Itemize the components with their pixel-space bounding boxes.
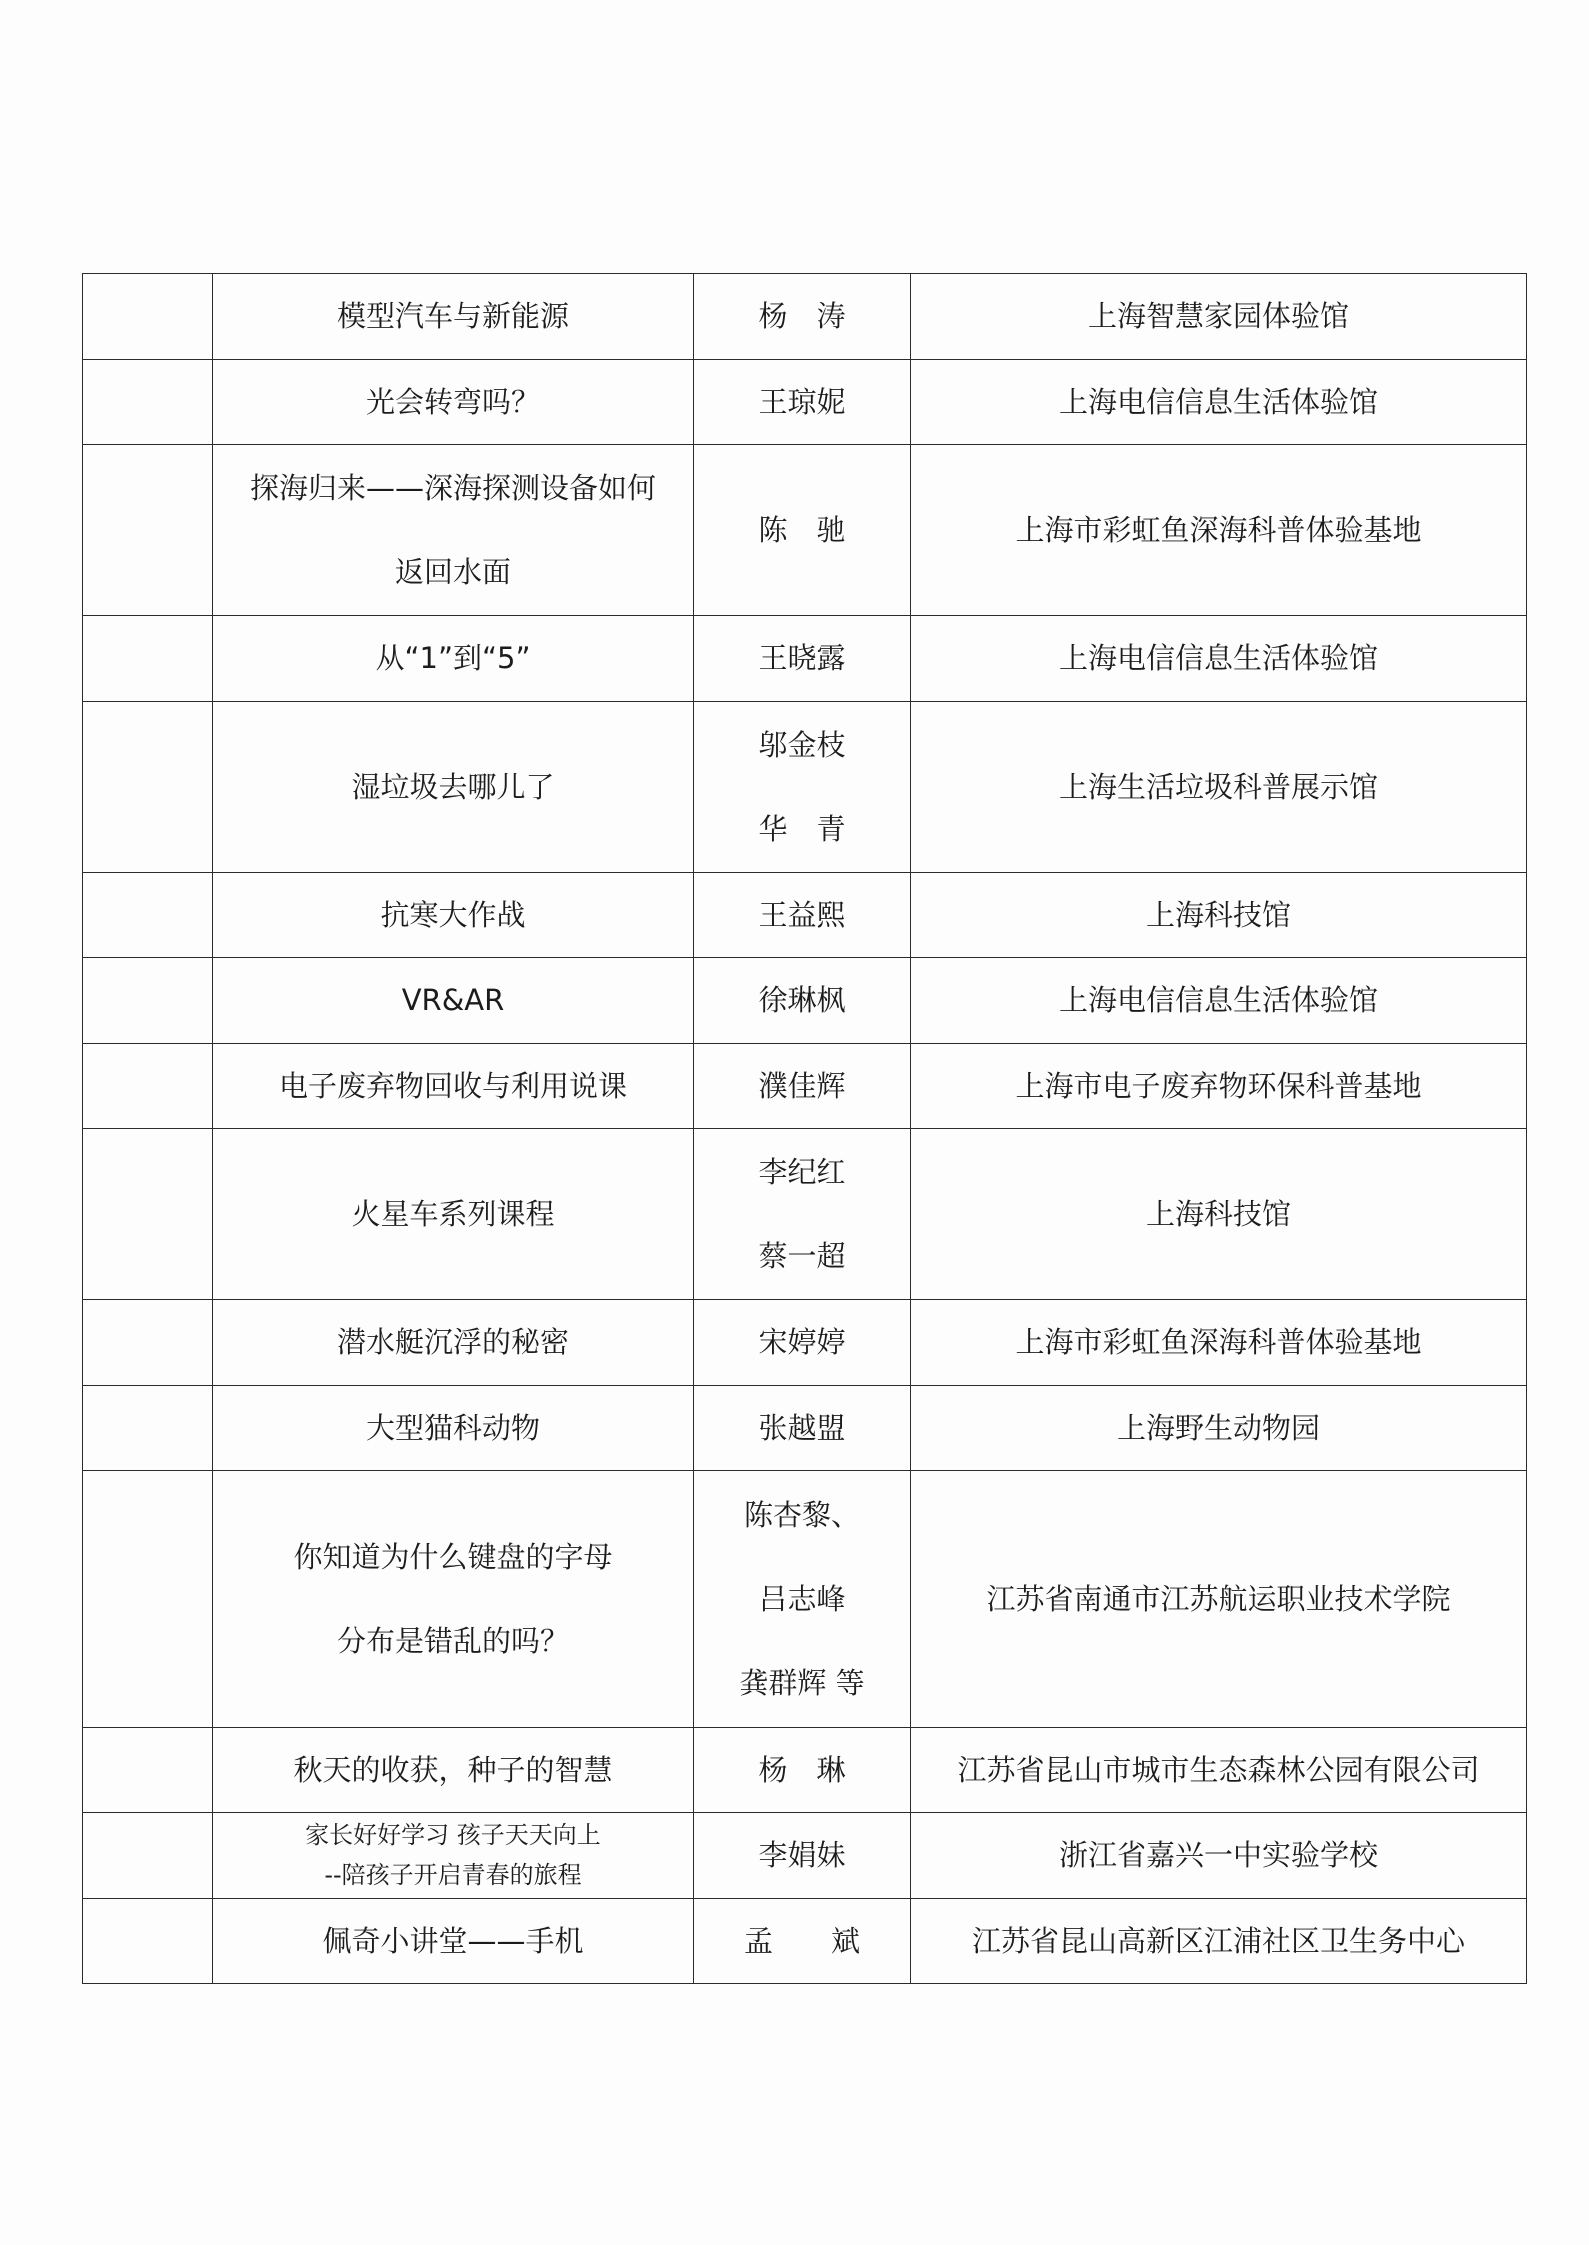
row-index-cell xyxy=(83,1043,213,1129)
organization xyxy=(911,445,1527,616)
organization-line: 上海市彩虹鱼深海科普体验基地 xyxy=(1015,513,1422,547)
table-row xyxy=(83,1727,1527,1813)
course-title-line: 秋天的收获，种子的智慧 xyxy=(293,1752,613,1787)
course-title-line: 光会转弯吗？ xyxy=(365,384,540,419)
course-title-line: --陪孩子开启青春的旅程 xyxy=(324,1861,582,1890)
table-row xyxy=(83,872,1527,958)
author-name xyxy=(694,445,911,616)
author-line: 龚群辉 等 xyxy=(739,1665,865,1700)
author-name xyxy=(694,1471,911,1728)
organization-line: 上海电信信息生活体验馆 xyxy=(1058,641,1378,676)
author-name xyxy=(694,701,911,872)
author-line: 陈杏黎、 xyxy=(743,1497,860,1532)
course-title xyxy=(213,701,694,872)
organization xyxy=(911,359,1527,445)
row-index-cell xyxy=(83,616,213,702)
course-title-line: 模型汽车与新能源 xyxy=(336,299,569,334)
course-title xyxy=(213,1813,694,1899)
author-line: 濮佳辉 xyxy=(758,1068,846,1103)
author-name xyxy=(694,1898,911,1984)
author-line: 王晓露 xyxy=(758,641,846,676)
author-name xyxy=(694,1300,911,1386)
author-line: 李纪红 xyxy=(758,1155,846,1189)
organization xyxy=(911,1813,1527,1899)
organization xyxy=(911,958,1527,1044)
course-title xyxy=(213,1471,694,1728)
organization xyxy=(911,274,1527,360)
author-name xyxy=(694,1813,911,1899)
course-title xyxy=(213,958,694,1044)
organization-line: 上海市电子废弃物环保科普基地 xyxy=(1015,1068,1422,1103)
row-index-cell xyxy=(83,1300,213,1386)
row-index-cell xyxy=(83,1898,213,1984)
organization xyxy=(911,701,1527,872)
course-table xyxy=(82,273,1527,1984)
organization xyxy=(911,1385,1527,1471)
organization-line: 江苏省昆山市城市生态森林公园有限公司 xyxy=(957,1752,1480,1787)
course-title xyxy=(213,1043,694,1129)
row-index-cell xyxy=(83,1385,213,1471)
author-name xyxy=(694,1727,911,1813)
course-title-line: 返回水面 xyxy=(394,555,511,589)
course-title xyxy=(213,359,694,445)
author-line: 李娟妹 xyxy=(758,1838,846,1873)
row-index-cell xyxy=(83,1727,213,1813)
author-line: 孟 斌 xyxy=(743,1923,860,1958)
table-row xyxy=(83,445,1527,616)
author-line: 徐琳枫 xyxy=(758,983,846,1018)
course-title xyxy=(213,1129,694,1300)
course-title xyxy=(213,445,694,616)
row-index-cell xyxy=(83,445,213,616)
author-line: 蔡一超 xyxy=(758,1239,846,1273)
course-title-line: 探海归来——深海探测设备如何 xyxy=(249,471,656,505)
organization-line: 上海野生动物园 xyxy=(1116,1410,1320,1445)
organization xyxy=(911,1727,1527,1813)
author-line: 王益熙 xyxy=(758,897,846,932)
author-name xyxy=(694,872,911,958)
table-row xyxy=(83,958,1527,1044)
row-index-cell xyxy=(83,359,213,445)
author-line: 吕志峰 xyxy=(758,1581,846,1616)
row-index-cell xyxy=(83,1129,213,1300)
course-title xyxy=(213,1300,694,1386)
organization-line: 上海生活垃圾科普展示馆 xyxy=(1058,769,1378,804)
course-title-line: 大型猫科动物 xyxy=(365,1410,540,1445)
author-name xyxy=(694,274,911,360)
organization-line: 江苏省南通市江苏航运职业技术学院 xyxy=(986,1581,1451,1616)
author-line: 王琼妮 xyxy=(758,384,846,419)
organization-line: 上海市彩虹鱼深海科普体验基地 xyxy=(1015,1325,1422,1360)
table-row xyxy=(83,1471,1527,1728)
organization-line: 上海智慧家园体验馆 xyxy=(1087,299,1349,334)
author-name xyxy=(694,958,911,1044)
author-name xyxy=(694,359,911,445)
organization-line: 上海科技馆 xyxy=(1145,897,1291,932)
course-title xyxy=(213,616,694,702)
table-row xyxy=(83,1043,1527,1129)
course-title xyxy=(213,1385,694,1471)
course-title xyxy=(213,872,694,958)
organization xyxy=(911,1043,1527,1129)
row-index-cell xyxy=(83,958,213,1044)
organization xyxy=(911,1471,1527,1728)
course-title-line: 你知道为什么键盘的字母 xyxy=(293,1539,613,1574)
table-row xyxy=(83,1898,1527,1984)
author-line: 杨 琳 xyxy=(758,1752,846,1787)
row-index-cell xyxy=(83,701,213,872)
course-title-line: 佩奇小讲堂——手机 xyxy=(322,1923,584,1958)
course-title-line: 家长好好学习 孩子天天向上 xyxy=(305,1821,601,1850)
organization-line: 江苏省昆山高新区江浦社区卫生务中心 xyxy=(971,1923,1465,1958)
table-row xyxy=(83,701,1527,872)
course-title xyxy=(213,1727,694,1813)
author-line: 张越盟 xyxy=(758,1410,846,1445)
organization xyxy=(911,872,1527,958)
author-name xyxy=(694,1043,911,1129)
author-line: 杨 涛 xyxy=(758,299,846,334)
author-line: 华 青 xyxy=(758,811,846,846)
course-title-line: VR&AR xyxy=(401,983,505,1018)
organization xyxy=(911,1129,1527,1300)
table-row xyxy=(83,274,1527,360)
organization xyxy=(911,1898,1527,1984)
author-name xyxy=(694,616,911,702)
organization xyxy=(911,616,1527,702)
author-line: 邬金枝 xyxy=(758,727,846,762)
row-index-cell xyxy=(83,872,213,958)
table-row xyxy=(83,1385,1527,1471)
organization xyxy=(911,1300,1527,1386)
course-title-line: 分布是错乱的吗？ xyxy=(336,1623,569,1658)
row-index-cell xyxy=(83,1813,213,1899)
row-index-cell xyxy=(83,274,213,360)
organization-line: 上海电信信息生活体验馆 xyxy=(1058,983,1378,1018)
course-title-line: 湿垃圾去哪儿了 xyxy=(351,769,555,804)
course-title xyxy=(213,274,694,360)
organization-line: 上海科技馆 xyxy=(1145,1197,1291,1231)
course-title-line: 抗寒大作战 xyxy=(380,897,526,932)
author-name xyxy=(694,1129,911,1300)
course-title-line: 从“1”到“5” xyxy=(375,641,531,676)
table-row xyxy=(83,1300,1527,1386)
organization-line: 上海电信信息生活体验馆 xyxy=(1058,384,1378,419)
course-title-line: 电子废弃物回收与利用说课 xyxy=(278,1068,627,1103)
organization-line: 浙江省嘉兴一中实验学校 xyxy=(1058,1838,1378,1873)
table-row xyxy=(83,1813,1527,1899)
course-title-line: 火星车系列课程 xyxy=(351,1197,555,1231)
author-line: 宋婷婷 xyxy=(758,1325,846,1360)
table-row xyxy=(83,616,1527,702)
author-name xyxy=(694,1385,911,1471)
course-title xyxy=(213,1898,694,1984)
row-index-cell xyxy=(83,1471,213,1728)
author-line: 陈 驰 xyxy=(758,513,846,547)
table-row xyxy=(83,359,1527,445)
course-title-line: 潜水艇沉浮的秘密 xyxy=(336,1325,569,1360)
table-row xyxy=(83,1129,1527,1300)
